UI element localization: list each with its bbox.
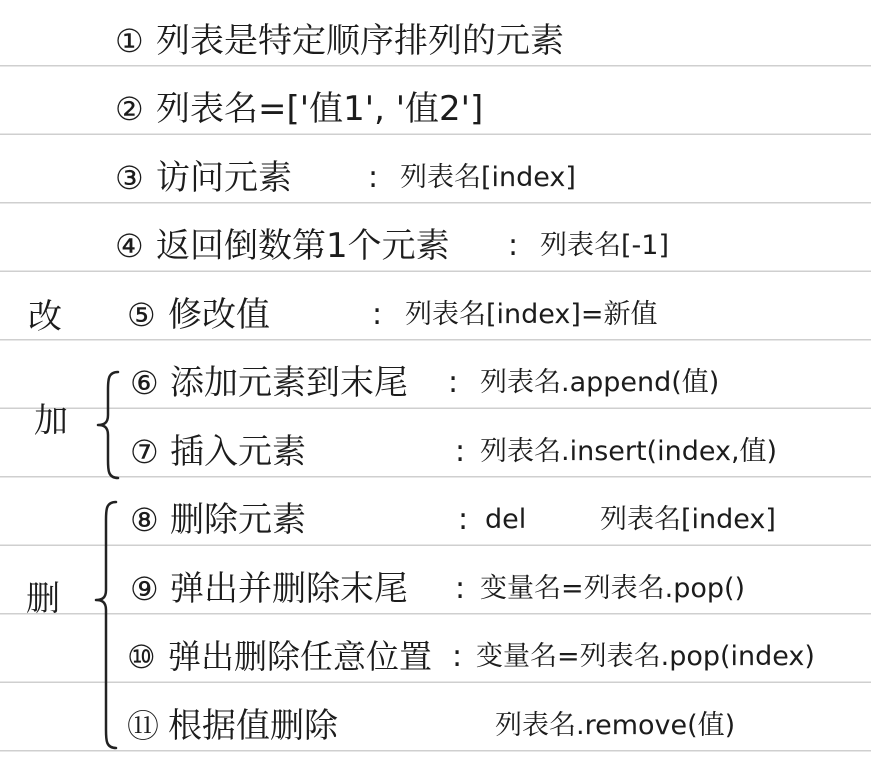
note-row-9	[0, 568, 871, 610]
item-colon: :	[458, 502, 469, 537]
item-number: ⑪	[127, 707, 160, 745]
note-row-10	[0, 636, 871, 678]
item-label: 根据值删除	[168, 706, 338, 746]
item-number: ⑨	[130, 570, 159, 608]
group-label-modify: 改	[28, 297, 62, 337]
item-number: ⑤	[127, 296, 156, 334]
item-label: 修改值	[168, 295, 270, 335]
item-number: ②	[115, 90, 144, 128]
item-code: 列表名[index]	[400, 162, 576, 193]
item-colon: :	[448, 365, 459, 400]
item-label: 列表是特定顺序排列的元素	[156, 21, 564, 61]
note-row-11	[0, 705, 871, 747]
note-row-8	[0, 499, 871, 541]
item-colon: :	[455, 571, 466, 606]
item-number: ⑦	[130, 433, 159, 471]
note-row-5	[0, 294, 871, 336]
item-colon: :	[372, 297, 383, 332]
note-row-3	[0, 157, 871, 199]
item-label: 列表名=['值1', '值2']	[156, 89, 484, 129]
item-code: 变量名=列表名.pop()	[480, 573, 746, 604]
item-code-target: 列表名[index]	[600, 504, 776, 535]
item-number: ③	[115, 159, 144, 197]
note-row-7	[0, 431, 871, 473]
note-row-4	[0, 225, 871, 267]
item-label: 删除元素	[170, 500, 306, 540]
item-colon: :	[452, 639, 463, 674]
item-code: 列表名[-1]	[540, 230, 669, 261]
item-number: ①	[115, 22, 144, 60]
note-row-6	[0, 362, 871, 404]
item-colon: :	[368, 160, 379, 195]
item-code: 列表名[index]=新值	[405, 299, 658, 330]
item-colon: :	[508, 228, 519, 263]
item-code: 列表名.remove(值)	[495, 710, 736, 741]
item-number: ⑩	[127, 638, 156, 676]
item-code: 列表名.append(值)	[480, 367, 720, 398]
note-row-2	[0, 88, 871, 130]
item-label: 返回倒数第1个元素	[156, 226, 450, 266]
group-label-add: 加	[34, 401, 68, 441]
item-code: 列表名.insert(index,值)	[480, 436, 778, 467]
item-label: 添加元素到末尾	[170, 363, 408, 403]
note-row-1	[0, 20, 871, 62]
item-number: ⑥	[130, 364, 159, 402]
item-label: 弹出删除任意位置	[168, 637, 432, 676]
item-label: 访问元素	[156, 158, 292, 198]
item-colon: :	[455, 434, 466, 469]
item-number: ④	[115, 227, 144, 265]
item-code-keyword: del	[485, 504, 527, 535]
item-label: 弹出并删除末尾	[170, 569, 408, 609]
item-code: 变量名=列表名.pop(index)	[476, 641, 815, 672]
item-label: 插入元素	[170, 432, 306, 472]
group-label-delete: 删	[26, 579, 60, 619]
item-number: ⑧	[130, 501, 159, 539]
